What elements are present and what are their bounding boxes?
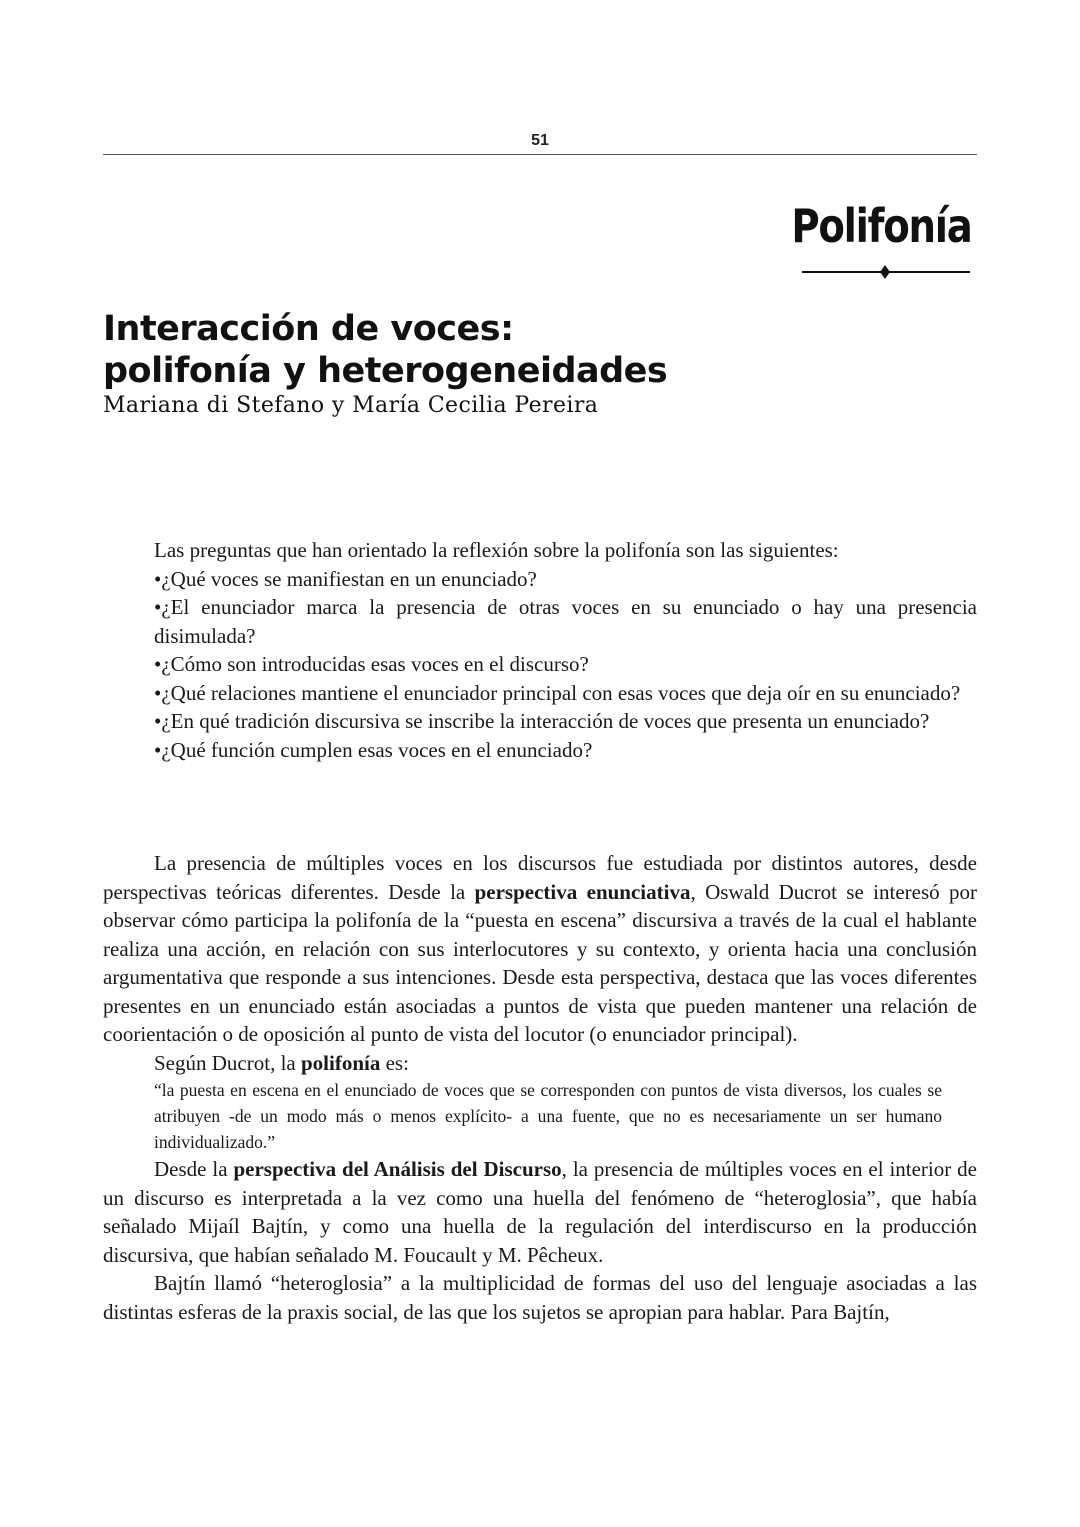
title-ornament <box>802 261 970 283</box>
paragraph-text: La presencia de múltiples voces en los discursos fue estudiada por distintos autores, desde perspectivas teóricas diferentes. Desde la <box>103 851 977 904</box>
paragraph-text: es: <box>380 1050 409 1075</box>
paragraph-text: Según Ducrot, la <box>154 1050 301 1075</box>
main-text <box>103 849 977 1326</box>
question-item: •¿Qué relaciones mantiene el enunciador principal con esas voces que deja oír en su enunciado? <box>154 680 961 705</box>
paragraph-ducrot <box>103 1049 977 1078</box>
article-title-line-2: polifonía y heterogeneidades <box>103 351 668 391</box>
questions-intro: Las preguntas que han orientado la reflexión sobre la polifonía son las siguientes: <box>154 538 839 562</box>
emphasis-text: polifonía <box>300 1050 381 1075</box>
paragraph-text: , la presencia de múltiples voces en el interior de un discurso es interpretada a la vez como una huella del fenómeno de “heteroglosia”, que había señalado Mijaíl Bajtín, y como una huella de la regulación del interdiscurso en la producción discursiva, que habían señalado M. Foucault y M. Pêcheux. <box>103 1157 977 1267</box>
paragraph-text: , Oswald Ducrot se interesó por observar cómo participa la polifonía de la “puesta en escena” discursiva a través de la cual el hablante realiza una acción, en relación con sus interlocutores y su contexto, y orienta hacia una conclusión argumentativa que responde a sus intenciones. Desde esta perspectiva, destaca que las voces diferentes presentes en un enunciado están asociadas a puntos de vista que pueden mantener una relación de coorientación o de oposición al punto de vista del locutor (o enunciador principal). <box>103 879 978 1046</box>
article-authors: Mariana di Stefano y María Cecilia Pereira <box>103 393 599 418</box>
question-item: •¿Cómo son introducidas esas voces en el discurso? <box>154 652 589 676</box>
question-item: •¿El enunciador marca la presencia de otras voces en su enunciado o hay una presencia disimulada? <box>154 595 977 648</box>
paragraph-heteroglossia: Bajtín llamó “heteroglosia” a la multiplicidad de formas del uso del lenguaje asociadas a las distintas esferas de la praxis social, de las que los sujetos se apropian para hablar. Para Bajtín, <box>103 1271 977 1324</box>
section-title: Polifonía <box>791 199 972 253</box>
diamond-icon <box>880 265 890 279</box>
ducrot-quote: “la puesta en escena en el enunciado de voces que se corresponden con puntos de vista diversos, los cuales se atribuyen -de un modo más o menos explícito- a una fuente, que no es necesariamente un ser humano individualizado.” <box>154 1080 942 1152</box>
article-title <box>103 308 667 392</box>
question-item: •¿Qué voces se manifiestan en un enunciado? <box>154 566 537 591</box>
emphasis-text: perspectiva del Análisis del Discurso <box>233 1157 562 1181</box>
guiding-questions <box>154 536 977 764</box>
emphasis-text: perspectiva enunciativa <box>474 879 691 904</box>
header-rule <box>103 154 977 155</box>
paragraph-discourse-analysis <box>103 1155 977 1269</box>
question-item: •¿En qué tradición discursiva se inscribe la interacción de voces que presenta un enunciado? <box>154 709 930 733</box>
paragraph-enunciative <box>103 849 977 1049</box>
page-number: 51 <box>531 132 549 149</box>
question-item: •¿Qué función cumplen esas voces en el enunciado? <box>154 737 593 762</box>
article-title-line-1: Interacción de voces: <box>103 309 514 349</box>
paragraph-text: Desde la <box>154 1157 234 1181</box>
